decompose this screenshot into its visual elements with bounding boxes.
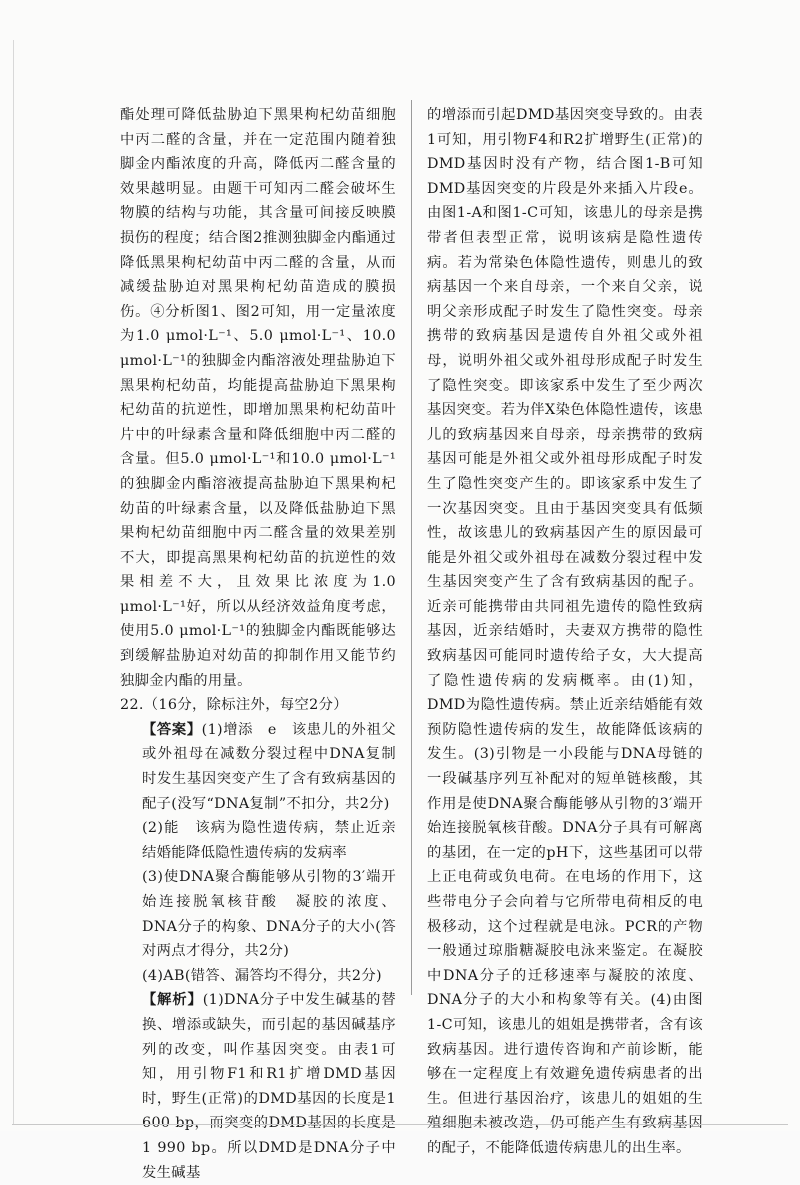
analysis-start: (1)DNA分子中发生碱基的替换、增添或缺失，而引起的基因碱基序列的改变，叫作基因突变。由表1可知，用引物F1和R1扩增DMD基因时，野生(正常)的DMD基因的长度是1 600 bp，而突变的DMD基因的长度是1 990 bp。所以DMD是DNA分子中发生碱基 <box>142 992 396 1181</box>
left-column <box>120 103 396 1185</box>
column-divider <box>411 100 412 995</box>
answer-label: 【答案】 <box>142 721 202 738</box>
answer-2: (2)能 该病为隐性遗传病，禁止近亲结婚能降低隐性遗传病的发病率 <box>142 820 396 861</box>
page-edge-bottom <box>12 1124 788 1125</box>
page-edge-left <box>13 40 14 1124</box>
answer-3: (3)使DNA聚合酶能够从引物的3′端开始连接脱氧核苷酸 凝胶的浓度、DNA分子的构象、DNA分子的大小(答对两点才得分，共2分) <box>142 869 396 960</box>
answer-block <box>120 718 396 816</box>
analysis-label: 【解析】 <box>142 992 203 1009</box>
answer-1: (1)增添 e 该患儿的外祖父或外祖母在减数分裂过程中DNA复制时发生基因突变产生了含有致病基因的配子(没写“DNA复制”不扣分，共2分) <box>142 721 396 812</box>
analysis-block <box>120 988 396 1185</box>
question-header: 22.（16分，除标注外，每空2分） <box>120 697 348 714</box>
paragraph-continuation: 酯处理可降低盐胁迫下黑果枸杞幼苗细胞中丙二醛的含量，并在一定范围内随着独脚金内酯浓度的升高，降低丙二醛含量的效果越明显。由题干可知丙二醛会破坏生物膜的结构与功能，其含量可间接反映膜损伤的程度；结合图2推测独脚金内酯通过降低黑果枸杞幼苗中丙二醛的含量，从而减缓盐胁迫对黑果枸杞幼苗造成的膜损伤。④分析图1、图2可知，用一定量浓度为1.0 μmol·L⁻¹、5.0 μmol·L⁻¹、10.0 μmol·L⁻¹的独脚金内酯溶液处理盐胁迫下黑果枸杞幼苗，均能提高盐胁迫下黑果枸杞幼苗的抗逆性，即增加黑果枸杞幼苗叶片中的叶绿素含量和降低细胞中丙二醛的含量。但5.0 μmol·L⁻¹和10.0 μmol·L⁻¹的独脚金内酯溶液提高盐胁迫下黑果枸杞幼苗的叶绿素含量，以及降低盐胁迫下黑果枸杞幼苗细胞中丙二醛含量的效果差别不大，即提高黑果枸杞幼苗的抗逆性的效果相差不大，且效果比浓度为1.0 μmol·L⁻¹好，所以从经济效益角度考虑，使用5.0 μmol·L⁻¹的独脚金内酯既能够达到缓解盐胁迫对幼苗的抑制作用又能节约独脚金内酯的用量。 <box>120 107 396 689</box>
right-column <box>427 103 703 1161</box>
analysis-continuation: 的增添而引起DMD基因突变导致的。由表1可知，用引物F4和R2扩增野生(正常)的DMD基因时没有产物，结合图1-B可知DMD基因突变的片段是外来插入片段e。由图1-A和图1-C可知，该患儿的母亲是携带者但表型正常，说明该病是隐性遗传病。若为常染色体隐性遗传，则患儿的致病基因一个来自母亲，一个来自父亲，说明父亲形成配子时发生了隐性突变。母亲携带的致病基因是遗传自外祖父或外祖母，说明外祖父或外祖母形成配子时发生了隐性突变。即该家系中发生了至少两次基因突变。若为伴X染色体隐性遗传，该患儿的致病基因来自母亲，母亲携带的致病基因可能是外祖父或外祖母形成配子时发生了隐性突变产生的。即该家系中发生了一次基因突变。且由于基因突变具有低频性，故该患儿的致病基因产生的原因最可能是外祖父或外祖母在减数分裂过程中发生基因突变产生了含有致病基因的配子。近亲可能携带由共同祖先遗传的隐性致病基因，近亲结婚时，夫妻双方携带的隐性致病基因可能同时遗传给子女，大大提高了隐性遗传病的发病概率。由(1)知，DMD为隐性遗传病。禁止近亲结婚能有效预防隐性遗传病的发生，故能降低该病的发生。(3)引物是一小段能与DNA母链的一段碱基序列互补配对的短单链核酸，其作用是使DNA聚合酶能够从引物的3′端开始连接脱氧核苷酸。DNA分子具有可解离的基团，在一定的pH下，这些基团可以带上正电荷或负电荷。在电场的作用下，这些带电分子会向着与它所带电荷相反的电极移动，这个过程就是电泳。PCR的产物一般通过琼脂糖凝胶电泳来鉴定。在凝胶中DNA分子的迁移速率与凝胶的浓度、DNA分子的大小和构象等有关。(4)由图1-C可知，该患儿的姐姐是携带者，含有该致病基因。进行遗传咨询和产前诊断，能够在一定程度上有效避免遗传病患者的出生。但进行基因治疗，该患儿的姐姐的生殖细胞未被改造，仍可能产生有致病基因的配子，不能降低遗传病患儿的出生率。 <box>427 107 703 1156</box>
answer-4: (4)AB(错答、漏答均不得分，共2分) <box>142 967 382 984</box>
